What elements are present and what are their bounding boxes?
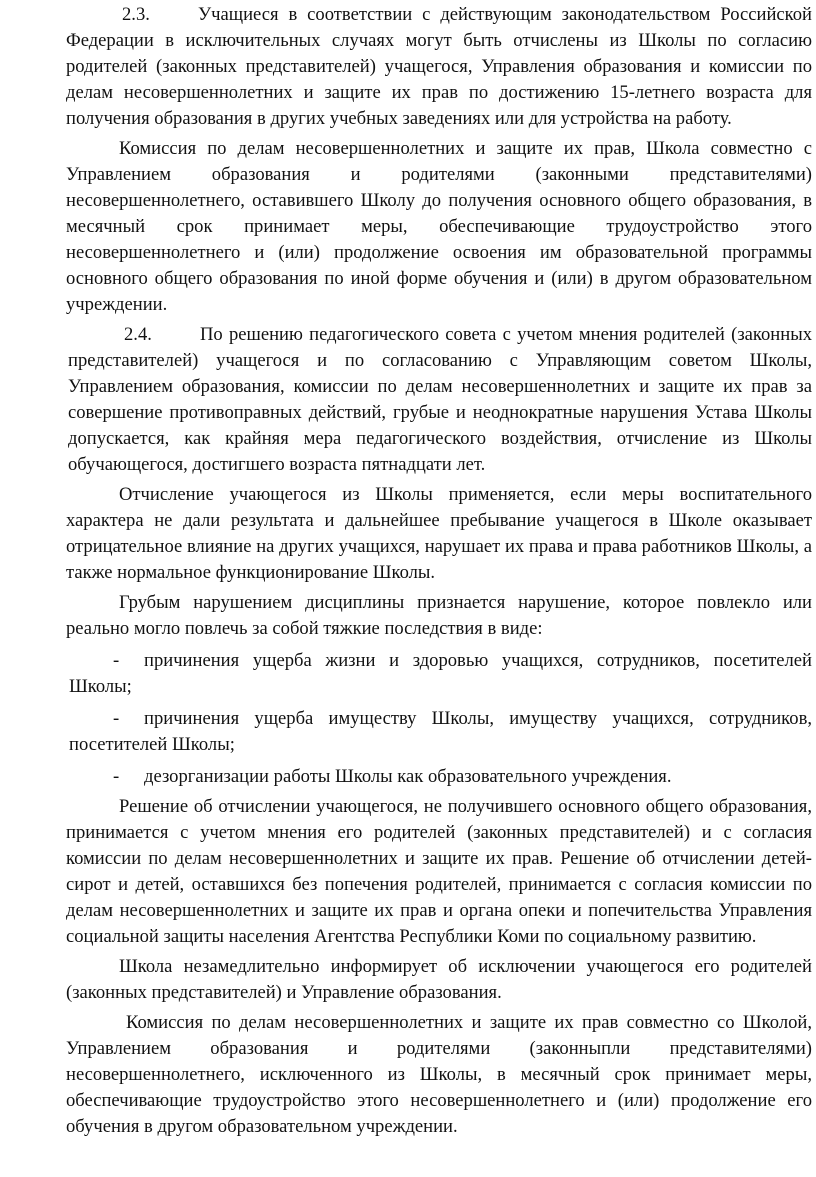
section-2-3-number: 2.3. — [122, 4, 150, 25]
list-item-text: причинения ущерба имуществу Школы, имуществу учащихся, сотрудников, посетителей Школы; — [69, 708, 812, 755]
paragraph-commission-second: Комиссия по делам несовершеннолетних и защите их прав совместно со Школой, Управлением образования и родителями (законныпли представителями) несовершеннолетнего, исключенного из Школы, в месячный срок принимает меры, обеспечивающие трудоустройство этого несовершеннолетнего и (или) продолжение его обучения в другом образовательном учреждении. — [66, 1012, 812, 1137]
section-2-3-text: Учащиеся в соответствии с действующим законодательством Российской Федерации в исключительных случаях могут быть отчислены из Школы по согласию родителей (законных представителей) учащегося, Управления образования и комиссии по делам несовершеннолетних и защите их прав по достижению 15-летнего возраста для получения образования в других учебных заведениях или для устройства на работу. — [66, 4, 812, 129]
paragraph-inform: Школа незамедлительно информирует об исключении учающегося его родителей (законных представителей) и Управление образования. — [66, 956, 812, 1003]
section-2-4 — [66, 322, 812, 478]
paragraph-commission-first: Комиссия по делам несовершеннолетних и защите их прав, Школа совместно с Управлением образования и родителями (законными представителями) несовершеннолетнего, оставившего Школу до получения основного общего образования, в месячный срок принимает меры, обеспечивающие трудоустройство этого несовершеннолетнего и (или) продолжение освоения им образовательной программы основного общего образования по иной форме обучения и (или) в другом образовательном учреждении. — [66, 138, 812, 315]
section-2-4-number: 2.4. — [124, 324, 152, 345]
paragraph-decision: Решение об отчислении учающегося, не получившего основного общего образования, принимается с учетом мнения его родителей (законных представителей) и с согласия комиссии по делам несовершеннолетних и защите их прав. Решение об отчислении детей-сирот и детей, оставшихся без попечения родителей, принимается с согласия комиссии по делам несовершеннолетних и защите их прав и органа опеки и попечительства Управления социальной защиты населения Агентства Республики Коми по социальному развитию. — [66, 796, 812, 947]
list-item-text: дезорганизации работы Школы как образовательного учреждения. — [144, 766, 672, 787]
section-2-3 — [66, 2, 812, 132]
list-item — [66, 764, 812, 790]
list-item — [66, 648, 812, 700]
paragraph-expulsion: Отчисление учающегося из Школы применяется, если меры воспитательного характера не дали результата и дальнейшее пребывание учащегося в Школе оказывает отрицательное влияние на других учащихся, нарушает их права и права работников Школы, а также нормальное функционирование Школы. — [66, 484, 812, 583]
document-page — [66, 2, 812, 1140]
list-dash: - — [113, 650, 120, 671]
list-dash: - — [113, 708, 120, 729]
list-dash: - — [113, 766, 120, 787]
section-2-4-text: По решению педагогического совета с учетом мнения родителей (законных представителей) учащегося и по согласованию с Управляющим советом Школы, Управлением образования, комиссии по делам несовершеннолетних и защите их прав за совершение противоправных действий, грубые и неоднократные нарушения Устава Школы допускается, как крайняя мера педагогического воздействия, отчисление из Школы обучающегося, достигшего возраста пятнадцати лет. — [68, 324, 812, 475]
list-item — [66, 706, 812, 758]
list-item-text: причинения ущерба жизни и здоровью учащихся, сотрудников, посетителей Школы; — [69, 650, 812, 697]
paragraph-gross-violation: Грубым нарушением дисциплины признается нарушение, которое повлекло или реально могло повлечь за собой тяжкие последствия в виде: — [66, 592, 812, 639]
